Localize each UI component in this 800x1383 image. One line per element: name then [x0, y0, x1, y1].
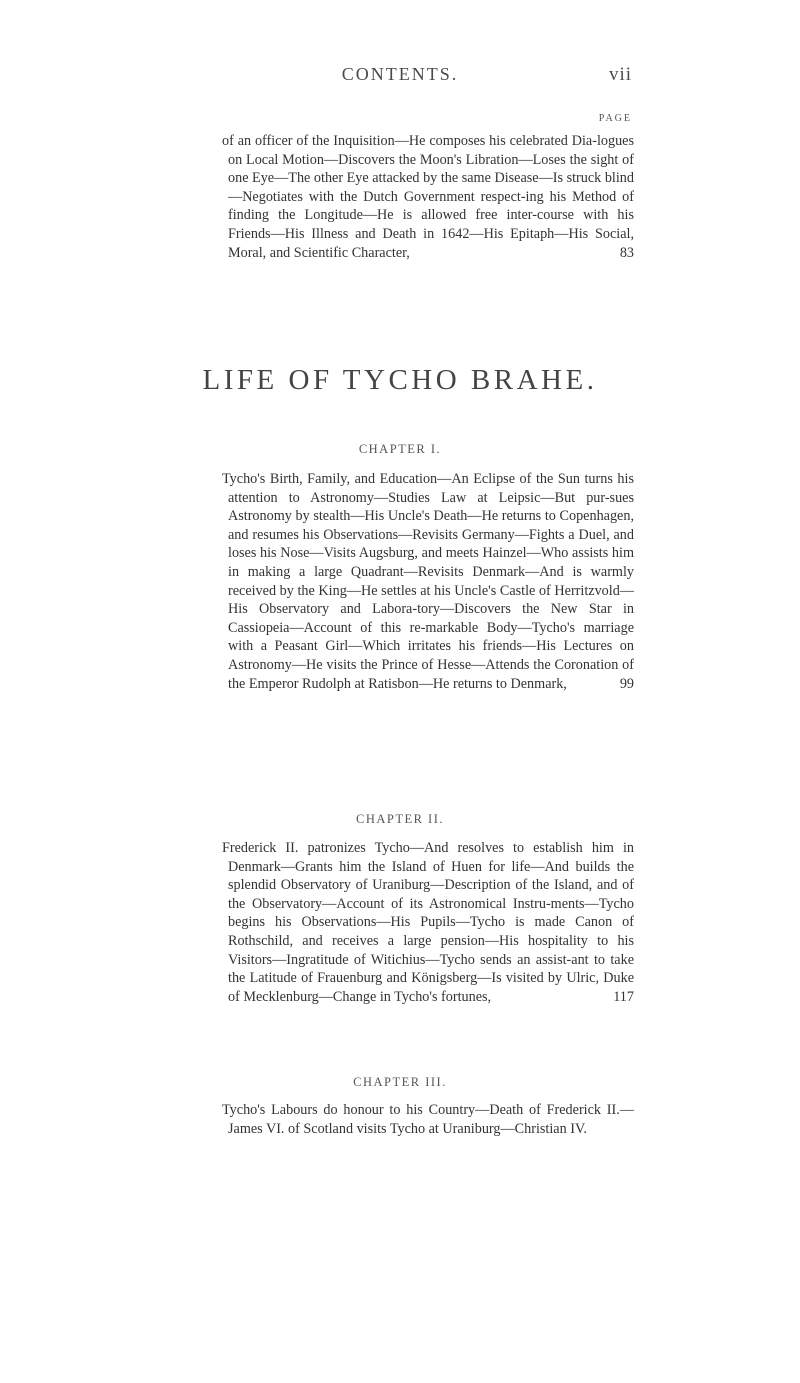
chapter-heading-3: CHAPTER III.	[353, 1075, 447, 1089]
running-head	[0, 64, 800, 94]
page-number: vii	[608, 64, 632, 85]
chapter-heading-2: CHAPTER II.	[355, 812, 445, 826]
entry-text: Tycho's Birth, Family, and Education—An Eclipse of the Sun turns his attention to Astronomy—Studies Law at Leipsic—But pur-sues Astronomy by stealth—His Uncle's Death—He returns to Copenhagen, and resumes his Observations—Revisits Germany—Fights a Duel, and loses his Nose—Visits Augsburg, and meets Hainzel—Who assists him in making a large Quadrant—Revisits Denmark—And is warmly received by the King—He settles at his Uncle's Castle of Herritzvold—His Observatory and Labora-tory—Discovers the New Star in Cassiopeia—Account of this re-markable Body—Tycho's marriage with a Peasant Girl—Which irritates his friends—His Lectures on Astronomy—He visits the Prince of Hesse—Attends the Coronation of the Emperor Rudolph at Ratisbon—He returns to Denmark,	[222, 471, 634, 692]
chapter-heading-1: CHAPTER I.	[358, 442, 442, 456]
entry-text: Frederick II. patronizes Tycho—And resolves to establish him in Denmark—Grants him the Island of Huen for life—And builds the splendid Observatory of Uraniburg—Description of the Island, and of the Observatory—Account of its Astronomical Instru-ments—Tycho begins his Observations—His Pupils—Tycho is made Canon of Rothschild, and receives a large pension—His hospitality to his Visitors—Ingratitude of Witichius—Tycho sends an assist-ant to take the Latitude of Frauenburg and Königsberg—Is visited by Ulric, Duke of Mecklenburg—Change in Tycho's fortunes,	[222, 840, 634, 1005]
prev-chapter-entry	[222, 132, 634, 262]
entry-page-number: 83	[619, 244, 634, 261]
chapter-entry-1	[222, 470, 634, 693]
chapter-entry-2	[222, 839, 634, 1006]
entry-text: Tycho's Labours do honour to his Country—Death of Frederick II.—James VI. of Scotland visits Tycho at Uraniburg—Christian IV.	[222, 1102, 634, 1137]
book-title: LIFE OF TYCHO BRAHE.	[202, 364, 598, 396]
page-column-label: PAGE	[598, 113, 632, 124]
entry-page-number: 117	[613, 988, 634, 1005]
chapter-entry-3	[222, 1101, 634, 1138]
running-title: CONTENTS.	[341, 64, 459, 84]
entry-text: of an officer of the Inquisition—He composes his celebrated Dia-logues on Local Motion—Discovers the Moon's Libration—Loses the sight of one Eye—The other Eye attacked by the same Disease—Is struck blind—Negotiates with the Dutch Government respect-ing his Method of finding the Longitude—He is allowed free inter-course with his Friends—His Illness and Death in 1642—His Epitaph—His Social, Moral, and Scientific Character,	[222, 133, 634, 261]
entry-page-number: 99	[619, 675, 634, 692]
